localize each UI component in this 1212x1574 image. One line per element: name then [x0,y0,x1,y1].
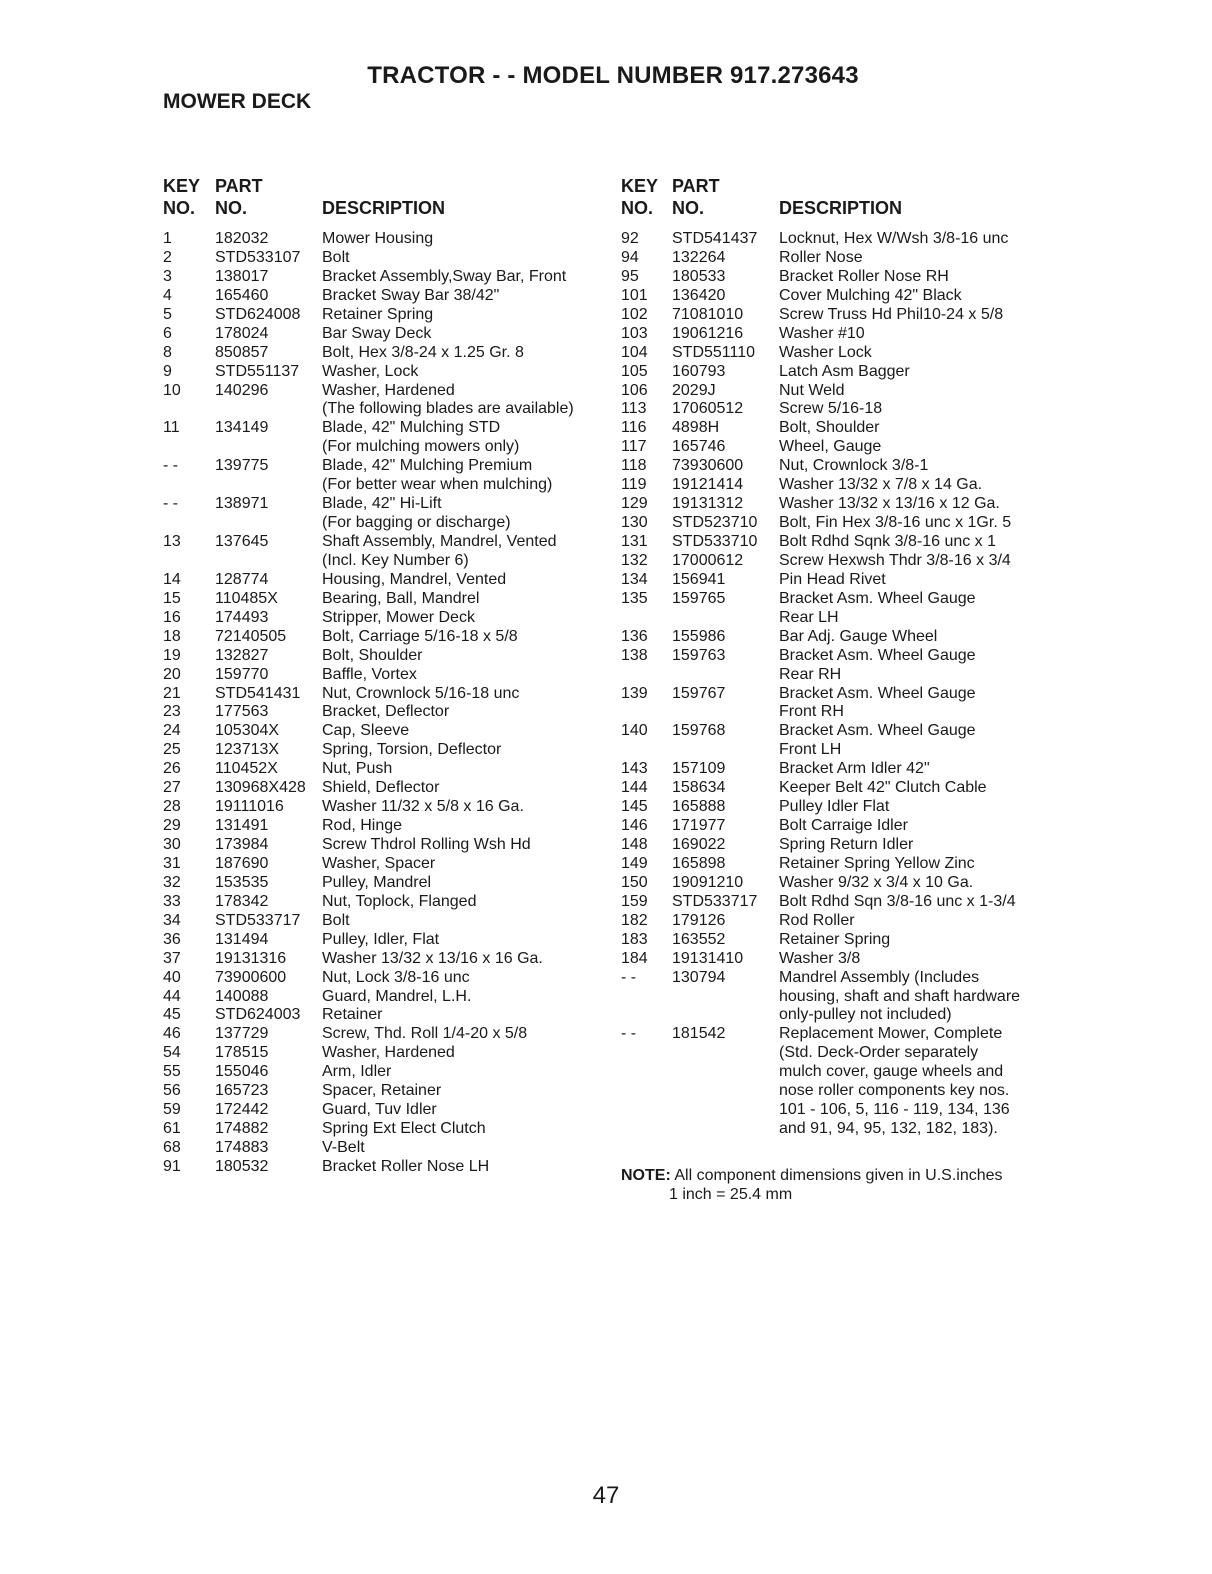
part-description: Housing, Mandrel, Vented [322,570,507,588]
description-header: DESCRIPTION [779,198,903,218]
key-number: 11 [163,419,180,437]
part-number: 163552 [672,930,726,948]
key-number: 139 [621,684,648,702]
part-number: 157109 [672,760,726,778]
part-number: STD533717 [672,892,758,910]
part-number: 174883 [215,1139,269,1156]
part-description: Blade, 42" Mulching Premium [322,457,533,475]
key-number: 59 [163,1101,181,1119]
key-number: 105 [621,362,648,380]
part-number: 73930600 [672,457,744,475]
part-number: 153535 [215,873,269,891]
part-description: Bracket Sway Bar 38/42" [322,286,500,304]
part-description: (Incl. Key Number 6) [322,551,469,569]
part-number: 2029J [672,381,716,399]
part-description: Washer 9/32 x 3/4 x 10 Ga. [779,873,974,891]
part-description: Bracket Roller Nose LH [322,1157,490,1175]
part-number: 136420 [672,286,726,304]
part-number: 174493 [215,608,269,626]
part-description: Pin Head Rivet [779,570,886,588]
key-number: 113 [621,400,647,418]
part-number: 179126 [672,911,726,929]
part-number: 159770 [215,665,269,683]
note-label: NOTE: [621,1167,671,1184]
page-title: TRACTOR - - MODEL NUMBER 917.273643 [367,62,859,89]
part-number: 140296 [215,381,269,399]
part-description: Washer Lock [779,343,872,361]
part-number: 110452X [215,760,278,778]
page-number: 47 [592,1482,620,1509]
part-description: nose roller components key nos. [779,1082,1010,1100]
part-number: 159763 [672,646,726,664]
part-description: Bracket Assembly,Sway Bar, Front [322,267,567,285]
key-number: 184 [621,949,648,967]
part-number: STD551110 [672,343,756,361]
key-number: 106 [621,381,648,399]
section-title: MOWER DECK [163,90,312,113]
key-number: 6 [163,324,172,342]
part-description: Shaft Assembly, Mandrel, Vented [322,533,557,550]
key-number: 119 [621,476,647,494]
part-number: 138017 [215,267,269,285]
part-description: Roller Nose [779,248,863,266]
part-description: Washer 11/32 x 5/8 x 16 Ga. [322,798,524,816]
part-description: Bracket Roller Nose RH [779,267,949,285]
part-number: 137729 [215,1025,269,1043]
part-description: Bracket Asm. Wheel Gauge [779,684,976,702]
part-description: Bracket Asm. Wheel Gauge [779,646,976,664]
part-description: Retainer Spring [322,305,434,323]
key-number: 31 [163,854,181,872]
part-number: 72140505 [215,627,287,645]
part-number: 131491 [215,817,269,835]
part-number: 71081010 [672,305,744,323]
key-number: 9 [163,362,172,380]
part-number: 165888 [672,798,726,816]
part-description: and 91, 94, 95, 132, 182, 183). [779,1120,998,1138]
part-number: 169022 [672,836,726,853]
part-description: Front RH [779,703,844,721]
part-description: Nut, Lock 3/8-16 unc [322,968,470,986]
part-number: 160793 [672,362,726,380]
key-number: 101 [621,286,648,304]
part-description: Keeper Belt 42" Clutch Cable [779,779,987,797]
part-number: 130968X428 [215,779,306,797]
part-description: Screw Truss Hd Phil10-24 x 5/8 [779,305,1004,323]
part-number: 19111016 [215,798,284,816]
part-number: 17060512 [672,400,744,418]
part-description: Bracket, Deflector [322,703,450,721]
part-description: Pulley, Idler, Flat [322,930,440,948]
part-description: Shield, Deflector [322,779,440,797]
part-description: Washer, Hardened [322,1044,455,1062]
part-description: Bolt [322,911,350,929]
part-number: 139775 [215,457,269,475]
description-header: DESCRIPTION [322,198,446,218]
key-number: 30 [163,836,181,853]
key-number: 130 [621,514,648,532]
part-number: STD523710 [672,514,758,532]
part-number: 159765 [672,589,726,607]
key-number: 36 [163,930,181,948]
key-number: 55 [163,1063,181,1081]
part-description: Retainer [322,1006,383,1024]
key-number: 135 [621,589,648,607]
key-number: 5 [163,305,172,323]
part-number: 19131410 [672,949,744,967]
key-number: 21 [163,684,181,702]
part-number: STD541431 [215,684,301,702]
key-header-line2: NO. [621,198,654,218]
part-description: Bar Sway Deck [322,324,432,342]
key-number: 183 [621,930,648,948]
key-number: 56 [163,1082,181,1100]
note-line2: 1 inch = 25.4 mm [669,1186,793,1203]
key-number: 37 [163,949,181,967]
part-description: Washer 3/8 [779,949,861,967]
part-description: Washer 13/32 x 7/8 x 14 Ga. [779,476,983,494]
part-number: 134149 [215,419,269,437]
key-number: 104 [621,343,648,361]
key-number: 34 [163,911,181,929]
part-description: Spring Return Idler [779,836,914,853]
part-description: Bolt Rdhd Sqnk 3/8-16 unc x 1 [779,533,997,550]
part-number: STD624003 [215,1006,301,1024]
part-description: only-pulley not included) [779,1006,952,1024]
part-description: Spring, Torsion, Deflector [322,741,502,759]
part-description: Spring Ext Elect Clutch [322,1120,486,1138]
part-number: 177563 [215,703,269,721]
part-number: 4898H [672,419,720,437]
key-number: 68 [163,1139,181,1156]
key-number: 8 [163,343,172,361]
part-description: Screw 5/16-18 [779,400,883,418]
part-description: Rod, Hinge [322,817,403,835]
part-number: 19131312 [672,495,744,513]
part-description: Locknut, Hex W/Wsh 3/8-16 unc [779,230,1009,247]
part-description: (The following blades are available) [322,400,574,418]
key-number: 33 [163,892,181,910]
part-description: Mandrel Assembly (Includes [779,968,980,986]
key-number: 144 [621,779,648,797]
part-number: 110485X [215,589,278,607]
part-description: (Std. Deck-Order separately [779,1044,979,1062]
part-description: Nut, Crownlock 5/16-18 unc [322,684,520,702]
part-number: 123713X [215,741,280,759]
part-description: housing, shaft and shaft hardware [779,987,1021,1005]
part-number: 138971 [215,495,269,513]
part-number: STD541437 [672,230,758,247]
key-number: 103 [621,324,648,342]
part-description: Bolt Carraige Idler [779,817,908,835]
key-number: 136 [621,627,648,645]
key-number: 129 [621,495,648,513]
part-description: Arm, Idler [322,1063,392,1081]
part-description: Rear RH [779,665,842,683]
key-number: 29 [163,817,181,835]
key-number: 27 [163,779,181,797]
part-description: Washer 13/32 x 13/16 x 12 Ga. [779,495,1000,513]
part-description: Washer, Spacer [322,854,436,872]
key-number: 118 [621,457,647,475]
part-description: Bolt Rdhd Sqn 3/8-16 unc x 1-3/4 [779,892,1016,910]
key-number: 150 [621,873,648,891]
part-description: (For bagging or discharge) [322,514,511,532]
part-description: mulch cover, gauge wheels and [779,1063,1004,1081]
part-description: Blade, 42" Hi-Lift [322,495,442,513]
part-description: (For mulching mowers only) [322,438,520,456]
part-description: Cover Mulching 42" Black [779,286,962,304]
part-description: Nut, Toplock, Flanged [322,892,477,910]
part-number: 181542 [672,1025,726,1043]
part-number: 174882 [215,1120,269,1138]
part-number: 172442 [215,1101,269,1119]
part-description: Wheel, Gauge [779,438,882,456]
part-description: Washer, Hardened [322,381,455,399]
part-description: Stripper, Mower Deck [322,608,475,626]
part-description: Washer, Lock [322,362,419,380]
part-number: STD533107 [215,248,301,266]
key-number: 1 [163,230,172,247]
part-number: 187690 [215,854,269,872]
part-number: 171977 [672,817,726,835]
key-number: 94 [621,248,639,266]
part-number: 19121414 [672,476,744,494]
part-description: Bolt, Carriage 5/16-18 x 5/8 [322,627,518,645]
key-number: 91 [163,1157,181,1175]
part-number: STD551137 [215,362,300,380]
key-number: 16 [163,608,181,626]
part-description: Bracket Arm Idler 42" [779,760,930,778]
key-number: 20 [163,665,181,683]
key-number: 15 [163,589,181,607]
part-number: 73900600 [215,968,287,986]
key-number: 4 [163,286,172,304]
key-number: 25 [163,741,181,759]
part-description: 101 - 106, 5, 116 - 119, 134, 136 [779,1101,1010,1119]
key-number: 45 [163,1006,181,1024]
part-description: Washer #10 [779,324,865,342]
part-description: Retainer Spring Yellow Zinc [779,854,975,872]
part-number: 165723 [215,1082,269,1100]
key-number: 13 [163,533,181,550]
part-number: 155986 [672,627,726,645]
key-number: 102 [621,305,648,323]
part-number: 156941 [672,570,726,588]
part-description: Washer 13/32 x 13/16 x 16 Ga. [322,949,543,967]
key-number: 44 [163,987,181,1005]
key-number: 117 [621,438,647,456]
part-number: 137645 [215,533,269,550]
part-description: Blade, 42" Mulching STD [322,419,501,437]
part-description: Bracket Asm. Wheel Gauge [779,722,976,740]
part-number: STD624008 [215,305,301,323]
part-number: 173984 [215,836,269,853]
key-number: 134 [621,570,648,588]
key-number: 145 [621,798,648,816]
key-number: - - [621,968,637,986]
part-number: 159767 [672,684,726,702]
part-description: Pulley Idler Flat [779,798,890,816]
part-description: Nut, Push [322,760,393,778]
key-number: 40 [163,968,181,986]
part-number: 178024 [215,324,269,342]
part-number: 17000612 [672,551,744,569]
key-number: - - [621,1025,637,1043]
part-number: 180533 [672,267,726,285]
part-number: 19131316 [215,949,287,967]
key-number: 46 [163,1025,181,1043]
note-line1: All component dimensions given in U.S.inches [674,1167,1003,1184]
part-header-line1: PART [672,176,720,196]
key-number: - - [163,457,179,475]
key-number: 24 [163,722,181,740]
part-description: Bearing, Ball, Mandrel [322,589,480,607]
part-number: 165898 [672,854,726,872]
key-number: 61 [163,1120,181,1138]
part-description: Bolt, Shoulder [779,419,880,437]
key-number: - - [163,495,179,513]
key-header-line1: KEY [163,176,201,196]
key-number: 3 [163,267,172,285]
part-description: Spacer, Retainer [322,1082,442,1100]
key-number: 148 [621,836,648,853]
key-number: 146 [621,817,648,835]
part-header-line2: NO. [672,198,705,218]
part-number: 182032 [215,230,269,247]
part-description: Pulley, Mandrel [322,873,432,891]
part-number: 132264 [672,248,726,266]
part-description: Bolt, Fin Hex 3/8-16 unc x 1Gr. 5 [779,514,1012,532]
key-number: 149 [621,854,648,872]
key-number: 143 [621,760,648,778]
part-description: (For better wear when mulching) [322,476,553,494]
part-number: STD533717 [215,911,301,929]
part-description: Bar Adj. Gauge Wheel [779,627,938,645]
part-number: STD533710 [672,533,758,550]
part-number: 159768 [672,722,726,740]
part-description: Nut Weld [779,381,845,399]
part-number: 155046 [215,1063,269,1081]
part-description: Guard, Tuv Idler [322,1101,437,1119]
part-description: V-Belt [322,1139,365,1156]
key-number: 131 [621,533,648,550]
part-number: 140088 [215,987,269,1005]
part-number: 165460 [215,286,269,304]
key-number: 132 [621,551,648,569]
key-number: 19 [163,646,181,664]
part-number: 105304X [215,722,280,740]
key-number: 54 [163,1044,181,1062]
key-number: 10 [163,381,181,399]
part-number: 19091210 [672,873,744,891]
part-description: Latch Asm Bagger [779,362,910,380]
part-number: 131494 [215,930,269,948]
key-number: 26 [163,760,181,778]
key-number: 159 [621,892,648,910]
part-number: 132827 [215,646,269,664]
part-description: Screw, Thd. Roll 1/4-20 x 5/8 [322,1025,528,1043]
part-number: 165746 [672,438,726,456]
key-number: 23 [163,703,181,721]
part-number: 180532 [215,1157,269,1175]
part-description: Bolt [322,248,350,266]
key-number: 28 [163,798,181,816]
key-number: 116 [621,419,647,437]
part-description: Bolt, Shoulder [322,646,423,664]
key-number: 18 [163,627,181,645]
part-description: Screw Hexwsh Thdr 3/8-16 x 3/4 [779,551,1011,569]
part-number: 178342 [215,892,269,910]
key-number: 95 [621,267,639,285]
part-description: Baffle, Vortex [322,665,417,683]
part-header-line1: PART [215,176,263,196]
key-number: 138 [621,646,648,664]
part-number: 128774 [215,570,269,588]
part-description: Replacement Mower, Complete [779,1025,1003,1043]
part-number: 19061216 [672,324,744,342]
key-header-line2: NO. [163,198,196,218]
key-number: 14 [163,570,181,588]
part-description: Front LH [779,741,842,759]
part-description: Retainer Spring [779,930,891,948]
part-number: 850857 [215,343,269,361]
part-description: Cap, Sleeve [322,722,410,740]
part-description: Bracket Asm. Wheel Gauge [779,589,976,607]
dimension-note [621,1166,1003,1204]
part-description: Rear LH [779,608,839,626]
part-header-line2: NO. [215,198,248,218]
part-description: Screw Thdrol Rolling Wsh Hd [322,836,531,853]
part-description: Mower Housing [322,230,434,247]
key-number: 140 [621,722,648,740]
part-number: 158634 [672,779,726,797]
part-description: Rod Roller [779,911,855,929]
key-header-line1: KEY [621,176,659,196]
part-number: 178515 [215,1044,269,1062]
key-number: 32 [163,873,181,891]
key-number: 92 [621,230,639,247]
part-description: Bolt, Hex 3/8-24 x 1.25 Gr. 8 [322,343,524,361]
part-number: 130794 [672,968,726,986]
part-description: Nut, Crownlock 3/8-1 [779,457,929,475]
key-number: 182 [621,911,648,929]
part-description: Guard, Mandrel, L.H. [322,987,472,1005]
key-number: 2 [163,248,172,266]
